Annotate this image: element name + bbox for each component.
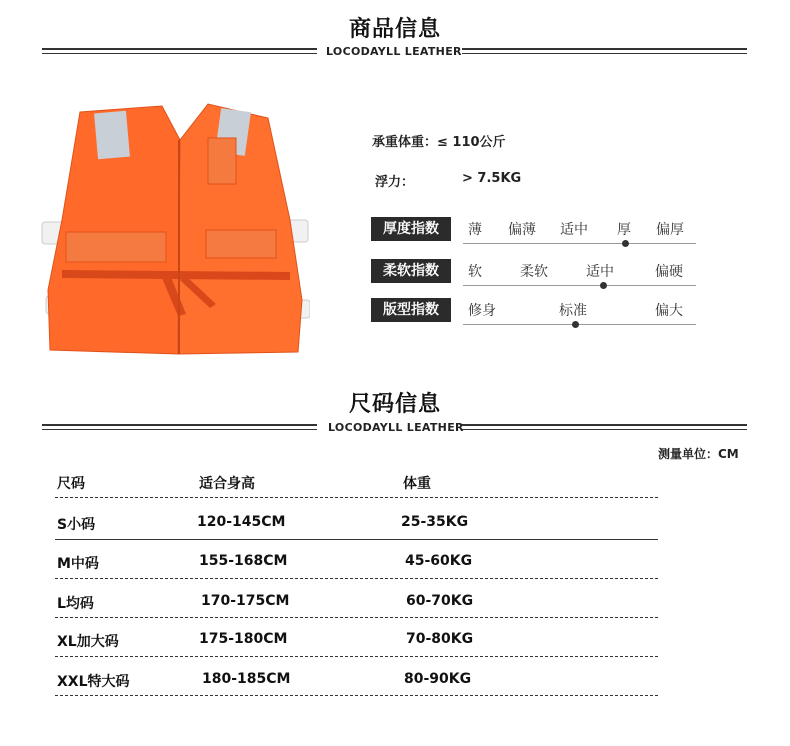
row-height: 120-145CM xyxy=(197,514,286,530)
thickness-index-label: 厚度指数 xyxy=(371,217,451,241)
thickness-option: 厚 xyxy=(617,222,631,238)
table-divider xyxy=(55,617,658,618)
row-weight: 60-70KG xyxy=(406,593,474,609)
life-vest-image xyxy=(40,100,310,360)
row-height: 180-185CM xyxy=(202,671,291,687)
table-divider xyxy=(55,695,658,696)
softness-selected-dot xyxy=(600,282,607,289)
row-weight: 70-80KG xyxy=(406,631,474,647)
thickness-option: 偏厚 xyxy=(656,222,684,238)
load-capacity-text: 承重体重：≤ 110公斤 xyxy=(372,135,506,150)
table-divider xyxy=(55,656,658,657)
fit-option: 修身 xyxy=(468,303,496,319)
fit-index-label: 版型指数 xyxy=(371,298,451,322)
softness-option: 软 xyxy=(468,264,482,280)
row-size: M中码 xyxy=(57,556,99,572)
row-weight: 25-35KG xyxy=(401,514,469,530)
thickness-selected-dot xyxy=(622,240,629,247)
table-divider xyxy=(55,539,658,540)
size-rule-right xyxy=(462,424,747,426)
row-size: S小码 xyxy=(57,517,96,533)
row-size: XL加大码 xyxy=(57,634,119,650)
measurement-unit: 测量单位：CM xyxy=(658,447,739,461)
row-height: 175-180CM xyxy=(199,631,288,647)
header-rule-left-thin xyxy=(42,53,317,54)
fit-selected-dot xyxy=(572,321,579,328)
fit-option: 标准 xyxy=(559,303,587,319)
header-rule-right xyxy=(462,48,747,50)
fit-scale-line xyxy=(463,324,696,325)
table-divider xyxy=(55,578,658,579)
thickness-option: 偏薄 xyxy=(508,222,536,238)
buoyancy-label: 浮力： xyxy=(375,175,415,190)
size-rule-left-thin xyxy=(42,429,317,430)
softness-index-label: 柔软指数 xyxy=(371,259,451,283)
row-size: XXL特大码 xyxy=(57,674,130,690)
row-size: L均码 xyxy=(57,596,94,612)
buoyancy-value: > 7.5KG xyxy=(462,171,522,186)
header-height: 适合身高 xyxy=(199,476,255,492)
product-section-subtitle: LOCODAYLL LEATHER xyxy=(326,45,462,58)
thickness-option: 薄 xyxy=(468,222,482,238)
softness-option: 偏硬 xyxy=(655,264,683,280)
row-weight: 80-90KG xyxy=(404,671,472,687)
size-section-title: 尺码信息 xyxy=(348,392,441,417)
table-divider xyxy=(55,497,658,498)
header-rule-right-thin xyxy=(462,53,747,54)
fit-option: 偏大 xyxy=(655,303,683,319)
size-rule-right-thin xyxy=(462,429,747,430)
thickness-option: 适中 xyxy=(560,222,588,238)
row-height: 155-168CM xyxy=(199,553,288,569)
softness-option: 适中 xyxy=(586,264,614,280)
size-section-subtitle: LOCODAYLL LEATHER xyxy=(328,421,464,434)
softness-option: 柔软 xyxy=(520,264,548,280)
size-rule-left xyxy=(42,424,317,426)
product-section-title: 商品信息 xyxy=(348,17,441,42)
row-weight: 45-60KG xyxy=(405,553,473,569)
thickness-scale-line xyxy=(463,243,696,244)
softness-scale-line xyxy=(463,285,696,286)
header-weight: 体重 xyxy=(403,476,431,492)
header-size: 尺码 xyxy=(57,476,85,492)
row-height: 170-175CM xyxy=(201,593,290,609)
header-rule-left xyxy=(42,48,317,50)
